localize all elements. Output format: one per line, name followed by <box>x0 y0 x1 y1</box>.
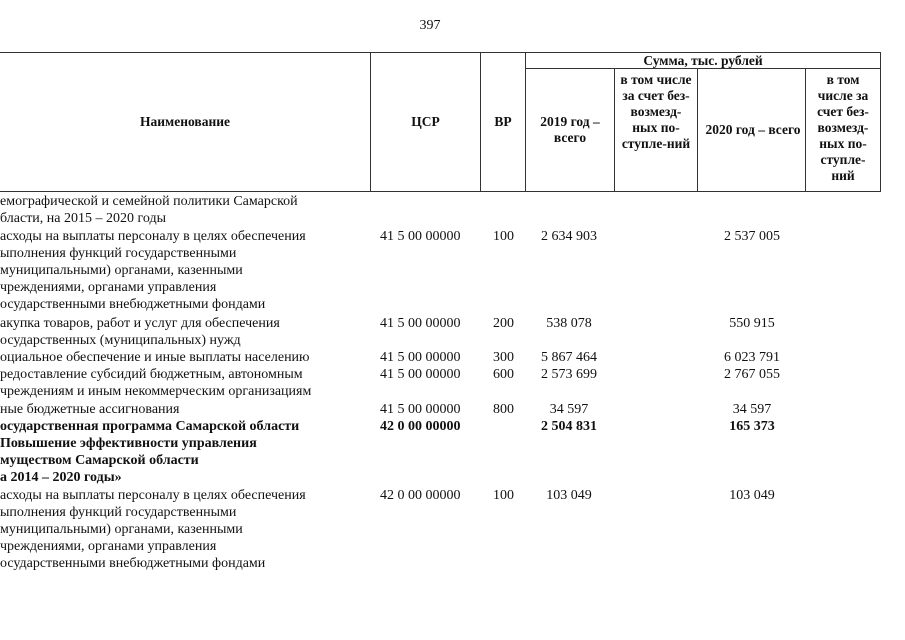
header-csr: ЦСР <box>411 114 440 129</box>
header-vr: ВР <box>494 114 512 129</box>
row-csr: 41 5 00 00000 <box>380 402 461 417</box>
row-2020-total: 2 537 005 <box>724 229 780 244</box>
row-2019-total: 538 078 <box>546 316 592 331</box>
row-name: асходы на выплаты персоналу в целях обеспечения ыполнения функций государственными муниципальными) органами, казенными чреждениями, органами управления осударственными внебюджетными фондами <box>0 488 306 571</box>
row-2019-total: 34 597 <box>549 402 589 417</box>
col-divider-2019-free <box>697 68 698 192</box>
row-2019-total: 2 634 903 <box>541 229 597 244</box>
row-2020-total: 103 049 <box>729 488 775 503</box>
row-vr: 800 <box>493 402 514 417</box>
header-2020-free: в том числе за счет без-возмезд-ных по-ступле-ний <box>817 72 869 183</box>
page-number: 397 <box>419 18 441 33</box>
row-vr: 200 <box>493 316 514 331</box>
header-2019-total: 2019 год – всего <box>540 114 600 145</box>
header-sum: Сумма, тыс. рублей <box>643 52 763 68</box>
col-divider-2019 <box>614 68 615 192</box>
col-divider-vr <box>525 52 526 192</box>
col-divider-2020 <box>805 68 806 192</box>
row-csr: 41 5 00 00000 <box>380 350 461 365</box>
row-2019-total: 2 573 699 <box>541 367 597 382</box>
header-bottom-border <box>0 191 880 192</box>
row-name: акупка товаров, работ и услуг для обеспечения осударственных (муниципальных) нужд <box>0 316 280 348</box>
row-csr: 42 0 00 00000 <box>380 488 461 503</box>
row-csr: 41 5 00 00000 <box>380 316 461 331</box>
row-2020-total: 550 915 <box>729 316 775 331</box>
table-right-border <box>880 52 881 192</box>
row-vr: 100 <box>493 488 514 503</box>
row-csr: 41 5 00 00000 <box>380 367 461 382</box>
header-2019-free: в том числе за счет без-возмезд-ных по-ступле-ний <box>620 72 692 151</box>
row-vr: 600 <box>493 367 514 382</box>
row-vr: 300 <box>493 350 514 365</box>
row-2020-total: 34 597 <box>732 402 772 417</box>
row-name: емографической и семейной политики Самарской бласти, на 2015 – 2020 годы <box>0 194 298 226</box>
row-name: редоставление субсидий бюджетным, автономным чреждениям и иным некоммерческим организациям <box>0 367 312 399</box>
row-2019-total: 2 504 831 <box>541 419 597 434</box>
row-vr: 100 <box>493 229 514 244</box>
row-name: асходы на выплаты персоналу в целях обеспечения ыполнения функций государственными муниципальными) органами, казенными чреждениями, органами управления осударственными внебюджетными фондами <box>0 229 306 312</box>
row-csr: 41 5 00 00000 <box>380 229 461 244</box>
row-name: осударственная программа Самарской области Повышение эффективности управления муществом Самарской области а 2014 – 2020 годы» <box>0 419 300 485</box>
row-2020-total: 165 373 <box>729 419 775 434</box>
row-csr: 42 0 00 00000 <box>380 419 461 434</box>
row-2019-total: 5 867 464 <box>541 350 597 365</box>
row-name: оциальное обеспечение и иные выплаты населению <box>0 350 310 365</box>
header-2020-total: 2020 год – всего <box>705 122 801 137</box>
header-name: Наименование <box>140 114 230 129</box>
row-2019-total: 103 049 <box>546 488 592 503</box>
row-name: ные бюджетные ассигнования <box>0 402 180 417</box>
row-2020-total: 6 023 791 <box>724 350 780 365</box>
row-2020-total: 2 767 055 <box>724 367 780 382</box>
